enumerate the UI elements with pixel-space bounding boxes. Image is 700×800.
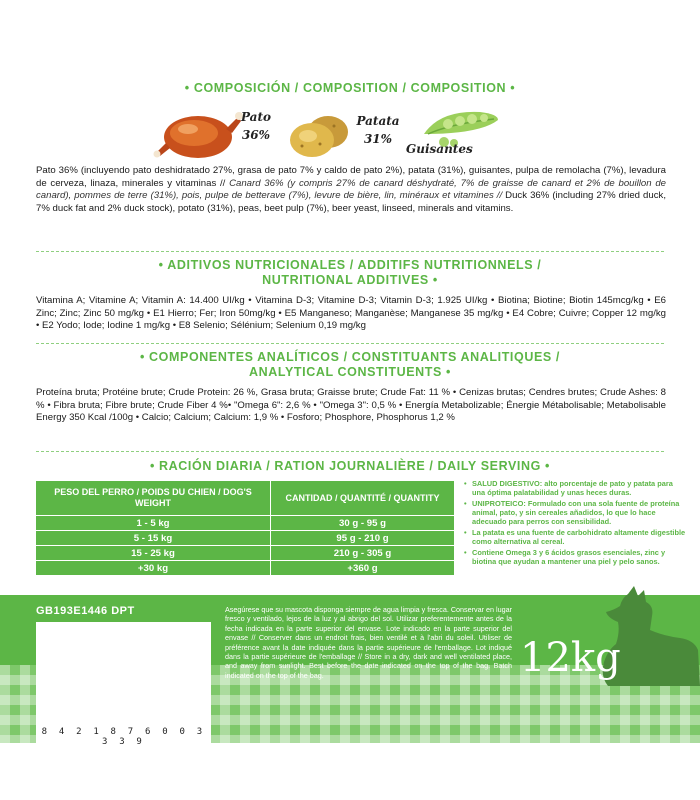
analytical-title-line1: • COMPONENTES ANALÍTICOS / CONSTITUANTS ANALITIQUES /	[140, 350, 560, 364]
header-dog-weight: PESO DEL PERRO / POIDS DU CHIEN / DOG'S WEIGHT	[36, 481, 271, 515]
table-row	[36, 545, 454, 560]
composition-text-es: Pato 36% (incluyendo pato deshidratado 27%, grasa de pato 7% y caldo de pato 2%), patata (31%), guisantes, pulpa de remolacha (7%), levadura de cerveza, linaza, minerales y vitaminas //	[36, 165, 666, 189]
row-quantity: 95 g - 210 g	[336, 532, 389, 544]
barcode-number: 8 4 2 1 8 7 6 0 0 3 3 3 9	[36, 722, 211, 744]
storage-instructions: Asegúrese que su mascota disponga siempre de agua limpia y fresca. Conservar en lugar fresco y ventilado, lejos de la luz y al abrigo del sol. Utilizar preferentemente antes de la fecha indicada en la parte superior del envase. Lote indicado en la parte superior del envase // Conserver dans un endroit frais, bien ventilé et à l'abri du soleil. Utiliser de préférence avant la date indiquée dans la partie supérieure de l'emballage. Lot indiqué dans la partie supérieure de l'emballage // Store in a dry, dark and well ventilated place, and away from sunlight. Best before the date indicated on the top of the bag. Batch indicated on the top of the bag.	[225, 605, 512, 680]
row-quantity: 210 g - 305 g	[333, 547, 392, 559]
duck-pct: 36%	[241, 128, 271, 142]
additives-title-line2: NUTRITIONAL ADDITIVES •	[262, 273, 438, 287]
divider	[36, 251, 664, 252]
row-weight: 1 - 5 kg	[36, 516, 271, 530]
row-weight: 5 - 15 kg	[36, 531, 271, 545]
row-quantity: 30 g - 95 g	[339, 517, 386, 529]
row-weight: +30 kg	[36, 561, 271, 575]
benefits-list	[464, 479, 686, 568]
row-weight: 15 - 25 kg	[36, 546, 271, 560]
divider	[36, 343, 664, 344]
package-weight: 12kg	[520, 635, 621, 681]
composition-title: • COMPOSICIÓN / COMPOSITION / COMPOSITION •	[184, 81, 516, 95]
header-quantity: CANTIDAD / QUANTITÉ / QUANTITY	[285, 492, 440, 503]
potato-icon	[286, 108, 352, 160]
product-code: GB193E1446 DPT	[36, 605, 135, 617]
row-quantity: +360 g	[347, 562, 378, 574]
potato-pct: 31%	[363, 132, 393, 146]
table-row	[36, 560, 454, 575]
serving-table-header	[36, 481, 454, 515]
blank-label-area	[36, 622, 211, 722]
duck-name: Pato	[240, 110, 272, 124]
list-item: • SALUD DIGESTIVO: alto porcentaje de pato y patata para una óptima palatabilidad y unas heces duras.	[464, 479, 686, 497]
analytical-text: Proteína bruta; Protéine brute; Crude Protein: 26 %, Grasa bruta; Graisse brute; Crude Fat: 11 % • Cenizas brutas; Cendres brutes; Crude Ashes: 8 % • Fibra bruta; Fibre brute; Crude Fiber 4 %• "Omega 6": 2,6 % • "Omega 3": 0,5 % • Energía Metabolizable; Énergie Métabolisable; Metabolisable Energy 350 Kcal /100g • Calcio; Calcium; Calcium: 1,9 % • Fosforo; Phosphore, Phosphorus 1,2 %	[36, 387, 666, 424]
analytical-title-line2: ANALYTICAL CONSTITUENTS •	[248, 365, 452, 379]
list-item: • UNIPROTEICO: Formulado con una sola fuente de proteína animal, pato, y sin cereales añadidos, lo que lo hace adecuado para perros con sensibilidad.	[464, 499, 686, 526]
list-item: • La patata es una fuente de carbohidrato altamente digestible como alternativa al cereal.	[464, 528, 686, 546]
serving-title: • RACIÓN DIARIA / RATION JOURNALIÈRE / DAILY SERVING •	[150, 459, 550, 473]
composition-text-fr: Canard 36% (y compris 27% de canard déshydraté, 7% de graisse de canard et 2% de bouillon de canard), pommes de terre (31%), pois, pulpe de betterave (7%), levure de bière, lin, minéraux et vitamines //	[36, 177, 666, 202]
composition-text-en: Duck 36% (including 27% dried duck, 7% duck fat and 2% duck stock), potato (31%), peas, beet pulp (7%), beer yeast, linseed, minerals and vitamins.	[36, 190, 666, 214]
additives-text: Vitamina A; Vitamine A; Vitamin A: 14.400 UI/kg • Vitamina D-3; Vitamine D-3; Vitamin D-3; 1.925 UI/kg • Biotina; Biotine; Biotin 145mcg/kg • E6 Zinc; Zinc; Zinc 50 mg/kg • E1 Hierro; Fer; Iron 50mg/kg • E5 Manganeso; Manganèse; Manganese 35 mg/kg • E4 Cobre; Cuivre; Copper 12 mg/kg • E2 Yodo; Iode; Iodine 1 mg/kg • E8 Selenio; Sélénium; Selenium 0,19 mg/kg	[36, 295, 666, 332]
duck-icon	[152, 103, 244, 163]
divider	[36, 451, 664, 452]
additives-title-line1: • ADITIVOS NUTRICIONALES / ADDITIFS NUTRITIONNELS /	[158, 258, 542, 272]
composition-text	[36, 165, 666, 215]
potato-name: Patata	[356, 114, 400, 128]
table-row	[36, 530, 454, 545]
serving-table	[36, 481, 454, 575]
list-item: • Contiene Omega 3 y 6 ácidos grasos esenciales, zinc y biotina que ayudan a mantener una piel y pelo sanos.	[464, 548, 686, 566]
peas-name: Guisantes	[406, 142, 473, 156]
table-row	[36, 515, 454, 530]
